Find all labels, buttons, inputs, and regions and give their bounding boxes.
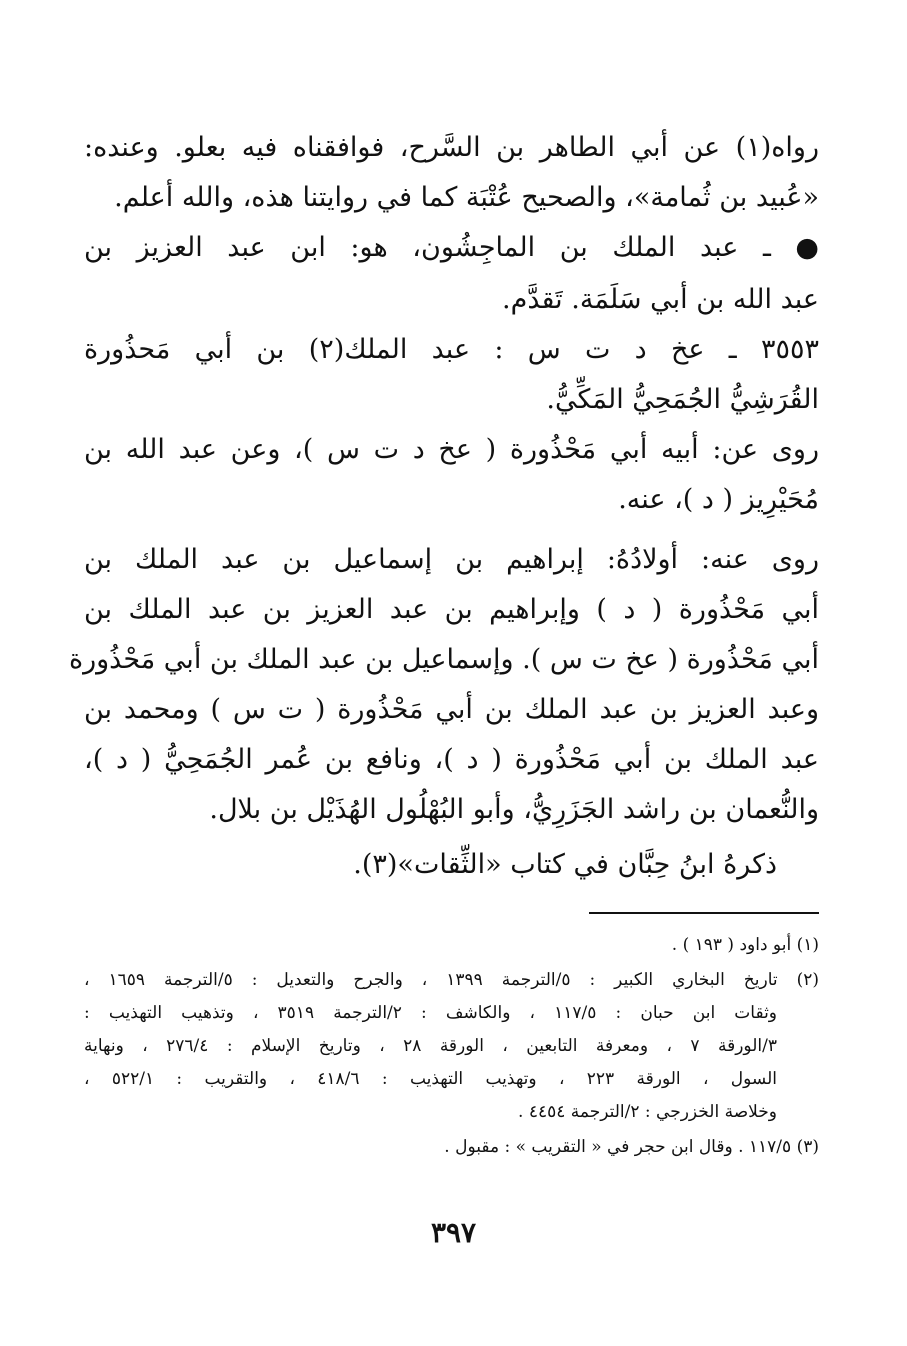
narrators-line-2: أبي مَحْذُورة ( د ) وإبراهيم بن عبد العزيز بن عبد الملك بن: [84, 594, 819, 625]
narrators-line-5: عبد الملك بن أبي مَحْذُورة ( د )، ونافع بن عُمر الجُمَحِيُّ ( د )،: [84, 744, 819, 775]
body-line-1: رواه(١) عن أبي الطاهر بن السَّرح، فوافقناه فيه بعلو. وعنده:: [84, 132, 819, 163]
entry-3553-nisba: القُرَشِيُّ الجُمَحِيُّ المَكِّيُّ.: [546, 384, 819, 415]
narrated-from-line-2: مُحَيْرِيز ( د )، عنه.: [618, 484, 819, 515]
entry-heading-line-1: ● ـ عبد الملك بن الماجِشُون، هو: ابن عبد العزيز بن: [84, 232, 819, 263]
footnote-2-line-1: (٢) تاريخ البخاري الكبير : ٥/الترجمة ١٣٩٩ ، والجرح والتعديل : ٥/الترجمة ١٦٥٩ ،: [84, 970, 819, 990]
footnote-1: (١) أبو داود ( ١٩٣ ) .: [671, 935, 819, 955]
footnote-2-line-4: السول ، الورقة ٢٢٣ ، وتهذيب التهذيب : ٤١٨/٦ ، والتقريب : ٥٢٢/١ ،: [84, 1069, 777, 1089]
footnote-divider: [589, 912, 819, 914]
entry-3553-heading: ٣٥٥٣ ـ عخ د ت س : عبد الملك(٢) بن أبي مَحذُورة: [84, 334, 820, 365]
footnote-2-line-3: ٣/الورقة ٧ ، ومعرفة التابعين ، الورقة ٢٨ ، وتاريخ الإسلام : ٢٧٦/٤ ، ونهاية: [84, 1036, 777, 1056]
narrated-from-line-1: روى عن: أبيه أبي مَحْذُورة ( عخ د ت س )، وعن عبد الله بن: [84, 434, 819, 465]
footnote-2-line-2: وثقات ابن حبان : ١١٧/٥ ، والكاشف : ٢/الترجمة ٣٥١٩ ، وتذهيب التهذيب :: [84, 1003, 778, 1023]
ibn-hibban-note: ذكرهُ ابنُ حِبَّان في كتاب «الثِّقات»(٣).: [353, 849, 777, 880]
narrators-line-6: والنُّعمان بن راشد الجَزَرِيُّ، وأبو البُهْلُول الهُذَيْل بن بلال.: [209, 794, 819, 825]
narrators-line-3: أبي مَحْذُورة ( عخ ت س ). وإسماعيل بن عبد الملك بن أبي مَحْذُورة: [68, 644, 819, 675]
narrators-line-4: وعبد العزيز بن عبد الملك بن أبي مَحْذُورة ( ت س ) ومحمد بن: [84, 694, 819, 725]
narrators-line-1: روى عنه: أولادُهُ: إبراهيم بن إسماعيل بن عبد الملك بن: [84, 544, 819, 575]
entry-heading-line-2: عبد الله بن أبي سَلَمَة. تَقدَّم.: [502, 284, 819, 315]
footnote-2-line-5: وخلاصة الخزرجي : ٢/الترجمة ٤٤٥٤ .: [518, 1102, 777, 1122]
body-line-2: «عُبيد بن ثُمامة»، والصحيح عُتْبَة كما في روايتنا هذه، والله أعلم.: [114, 182, 819, 213]
footnote-3: (٣) ١١٧/٥ . وقال ابن حجر في « التقريب » : مقبول .: [444, 1137, 819, 1157]
page-number: ٣٩٧: [430, 1216, 477, 1249]
